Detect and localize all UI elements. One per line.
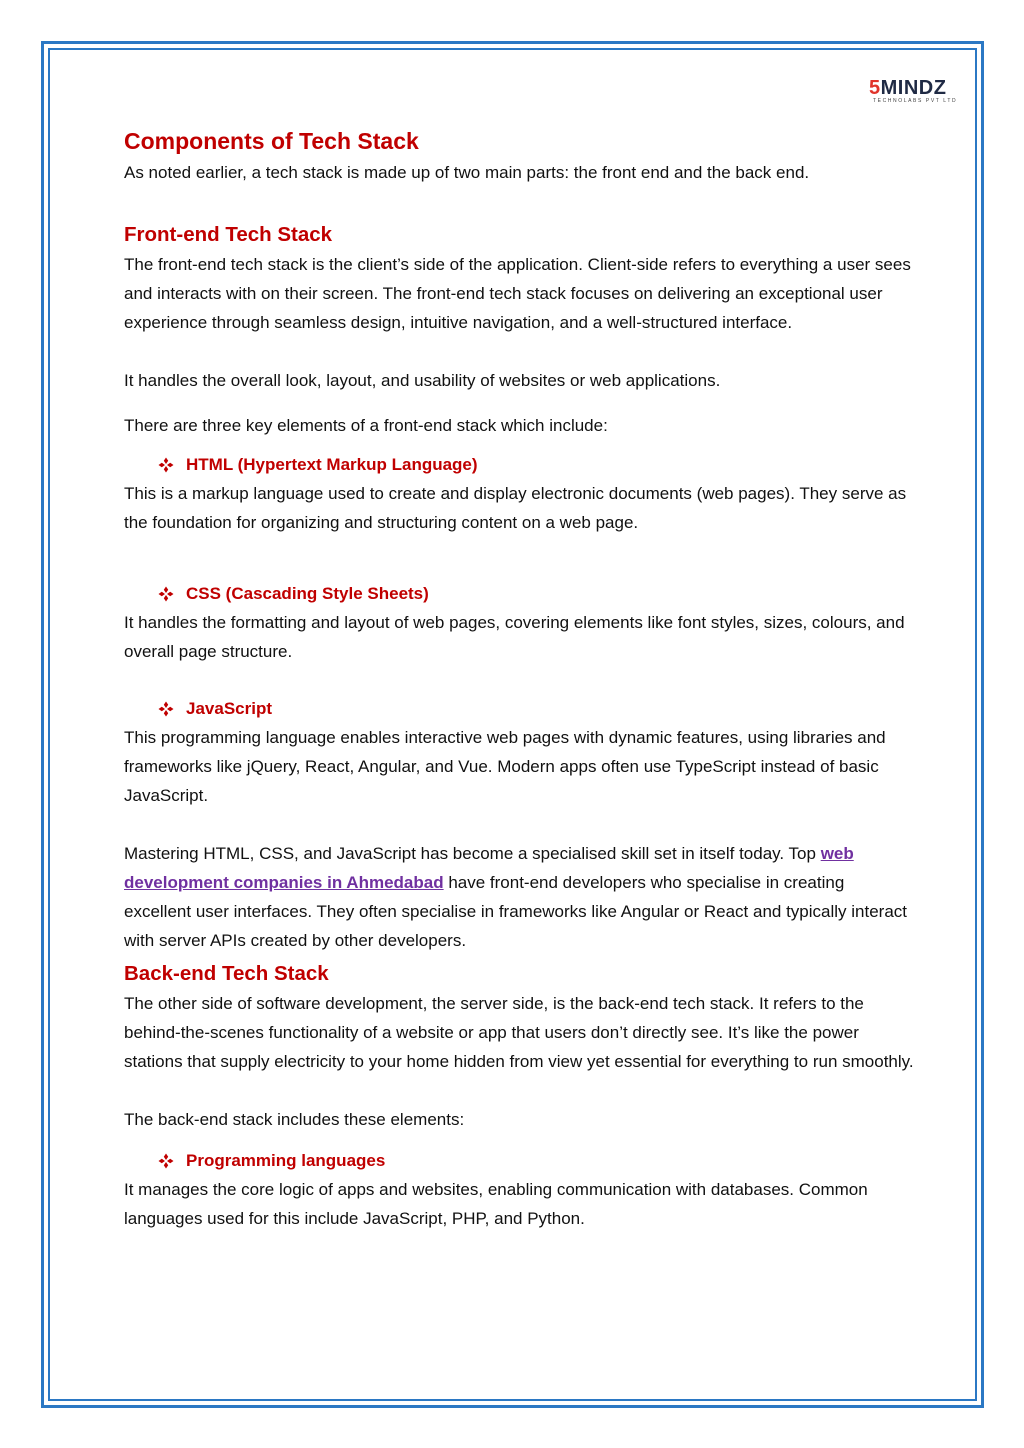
frontend-paragraph-1: The front-end tech stack is the client’s side of the application. Client-side refers to everything a user sees and interacts with on their screen. The front-end tech stack focuses on delivering an exceptional user experience through seamless design, intuitive navigation, and a well-structured interface. [124,255,911,332]
logo-name [869,78,965,98]
logo-mindz: MINDZ [880,77,947,99]
bullet-javascript-text: This programming language enables interactive web pages with dynamic features, using libraries and frameworks like jQuery, React, Angular, and Vue. Modern apps often use TypeScript instead of basic JavaScript. [124,728,886,805]
bullet-javascript-title: JavaScript [186,699,272,718]
document-body [124,124,914,1233]
diamond-bullet-icon [158,457,174,473]
diamond-bullet-icon [158,701,174,717]
frontend-paragraph-3: There are three key elements of a front-end stack which include: [124,416,608,435]
bullet-html-text: This is a markup language used to create and display electronic documents (web pages). They serve as the foundation for organizing and structuring content on a web page. [124,484,907,532]
backend-paragraph-2: The back-end stack includes these elements: [124,1110,465,1129]
mastering-text-before: Mastering HTML, CSS, and JavaScript has become a specialised skill set in itself today. Top [124,844,821,863]
logo-tagline: TECHNOLABS PVT LTD [873,98,958,104]
logo-five: 5 [869,77,881,99]
bullet-programming-languages [158,1146,914,1175]
bullet-html [158,450,914,479]
components-heading: Components of Tech Stack [124,128,419,154]
mastering-text-after: have front-end developers who specialise in creating excellent user interfaces. They often specialise in frameworks like Angular or React and typically interact with server APIs created by other developers. [124,873,908,950]
mastering-paragraph [124,839,914,955]
bullet-css [158,579,914,608]
bullet-css-title: CSS (Cascading Style Sheets) [186,584,429,603]
company-logo [869,78,965,108]
bullet-html-title: HTML (Hypertext Markup Language) [186,455,478,474]
bullet-programming-languages-title: Programming languages [186,1151,386,1170]
bullet-programming-languages-text: It manages the core logic of apps and websites, enabling communication with databases. Common languages used for this include JavaScript, PHP, and Python. [124,1180,868,1228]
frontend-heading: Front-end Tech Stack [124,223,333,246]
bullet-css-text: It handles the formatting and layout of web pages, covering elements like font styles, sizes, colours, and overall page structure. [124,613,905,661]
diamond-bullet-icon [158,586,174,602]
components-intro: As noted earlier, a tech stack is made up of two main parts: the front end and the back end. [124,163,810,182]
backend-paragraph-1: The other side of software development, the server side, is the back-end tech stack. It refers to the behind-the-scenes functionality of a website or app that users don’t directly see. It’s like the power stations that supply electricity to your home hidden from view yet essential for everything to run smoothly. [124,994,914,1071]
backend-heading: Back-end Tech Stack [124,962,329,985]
diamond-bullet-icon [158,1153,174,1169]
frontend-paragraph-2: It handles the overall look, layout, and usability of websites or web applications. [124,371,721,390]
bullet-javascript [158,694,914,723]
web-development-companies-link[interactable]: web development companies in Ahmedabad [124,844,854,892]
